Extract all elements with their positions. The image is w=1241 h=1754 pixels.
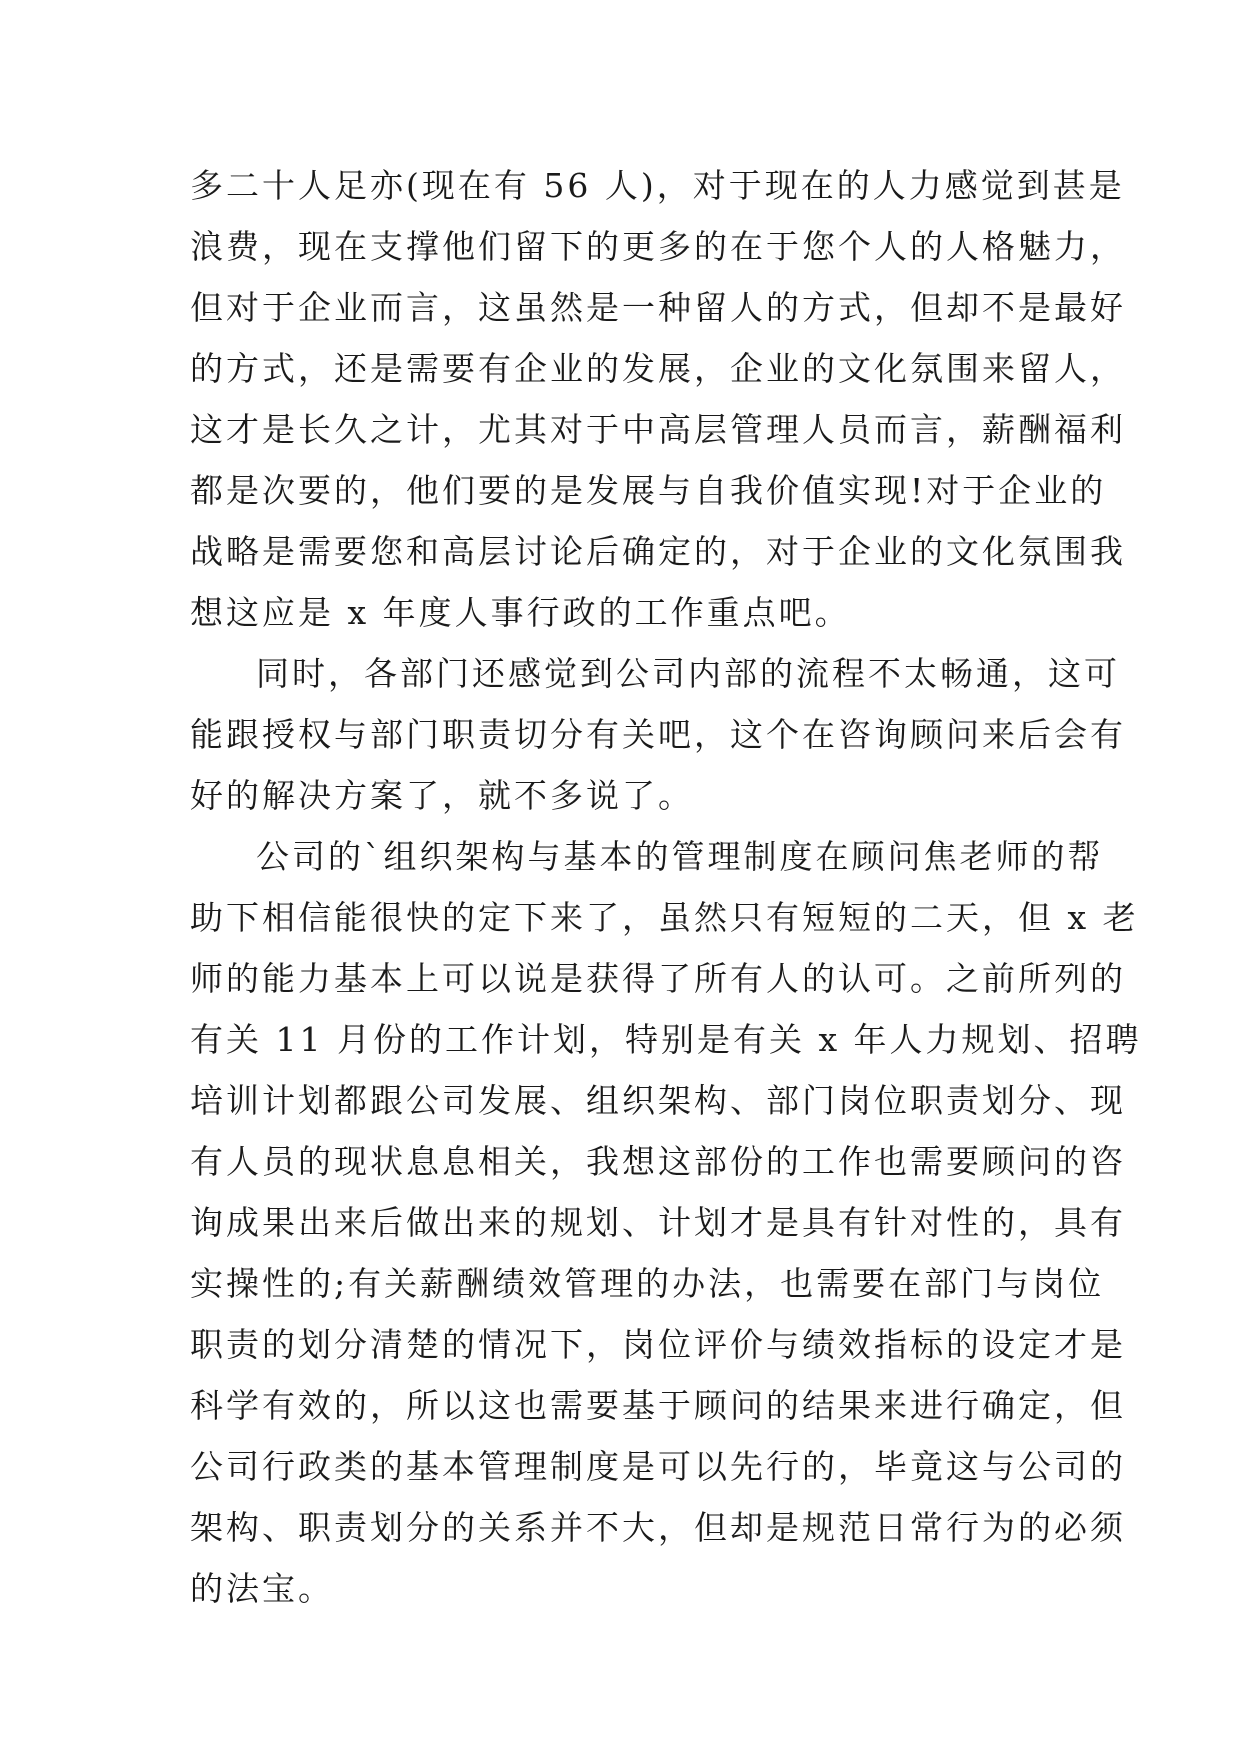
paragraph-3-line-3: 师的能力基本上可以说是获得了所有人的认可。之前所列的 xyxy=(190,959,1126,998)
paragraph-3-line-13: 的法宝。 xyxy=(190,1569,334,1608)
paragraph-1-line-7: 战略是需要您和高层讨论后确定的，对于企业的文化氛围我 xyxy=(190,532,1126,571)
paragraph-3-line-2: 助下相信能很快的定下来了，虽然只有短短的二天，但 x 老 xyxy=(190,898,1139,937)
paragraph-1-line-5: 这才是长久之计，尤其对于中高层管理人员而言，薪酬福利 xyxy=(190,410,1126,449)
document-body xyxy=(190,155,1142,1619)
paragraph-3-line-1: 公司的`组织架构与基本的管理制度在顾问焦老师的帮 xyxy=(256,837,1104,876)
paragraph-2-line-3: 好的解决方案了，就不多说了。 xyxy=(190,776,694,815)
paragraph-3-line-11: 公司行政类的基本管理制度是可以先行的，毕竟这与公司的 xyxy=(190,1447,1126,1486)
paragraph-3-line-8: 实操性的;有关薪酬绩效管理的办法，也需要在部门与岗位 xyxy=(190,1264,1105,1303)
paragraph-3-line-6: 有人员的现状息息相关，我想这部份的工作也需要顾问的咨 xyxy=(190,1142,1126,1181)
paragraph-3-line-12: 架构、职责划分的关系并不大，但却是规范日常行为的必须 xyxy=(190,1508,1126,1547)
paragraph-3-line-9: 职责的划分清楚的情况下，岗位评价与绩效指标的设定才是 xyxy=(190,1325,1126,1364)
paragraph-3-line-10: 科学有效的，所以这也需要基于顾问的结果来进行确定，但 xyxy=(190,1386,1126,1425)
paragraph-1-line-3: 但对于企业而言，这虽然是一种留人的方式，但却不是最好 xyxy=(190,288,1126,327)
paragraph-3-line-7: 询成果出来后做出来的规划、计划才是具有针对性的，具有 xyxy=(190,1203,1126,1242)
paragraph-2-line-1: 同时，各部门还感觉到公司内部的流程不太畅通，这可 xyxy=(256,654,1120,693)
paragraph-2-line-2: 能跟授权与部门职责切分有关吧，这个在咨询顾问来后会有 xyxy=(190,715,1126,754)
paragraph-1-line-4: 的方式，还是需要有企业的发展，企业的文化氛围来留人， xyxy=(190,349,1126,388)
paragraph-1-line-6: 都是次要的，他们要的是发展与自我价值实现!对于企业的 xyxy=(190,471,1107,510)
paragraph-1-line-8: 想这应是 x 年度人事行政的工作重点吧。 xyxy=(190,593,851,632)
paragraph-1-line-1: 多二十人足亦(现在有 56 人)，对于现在的人力感觉到甚是 xyxy=(190,166,1125,205)
paragraph-1-line-2: 浪费，现在支撑他们留下的更多的在于您个人的人格魅力， xyxy=(190,227,1126,266)
paragraph-3-line-5: 培训计划都跟公司发展、组织架构、部门岗位职责划分、现 xyxy=(190,1081,1126,1120)
paragraph-3-line-4: 有关 11 月份的工作计划，特别是有关 x 年人力规划、招聘 xyxy=(190,1020,1142,1059)
